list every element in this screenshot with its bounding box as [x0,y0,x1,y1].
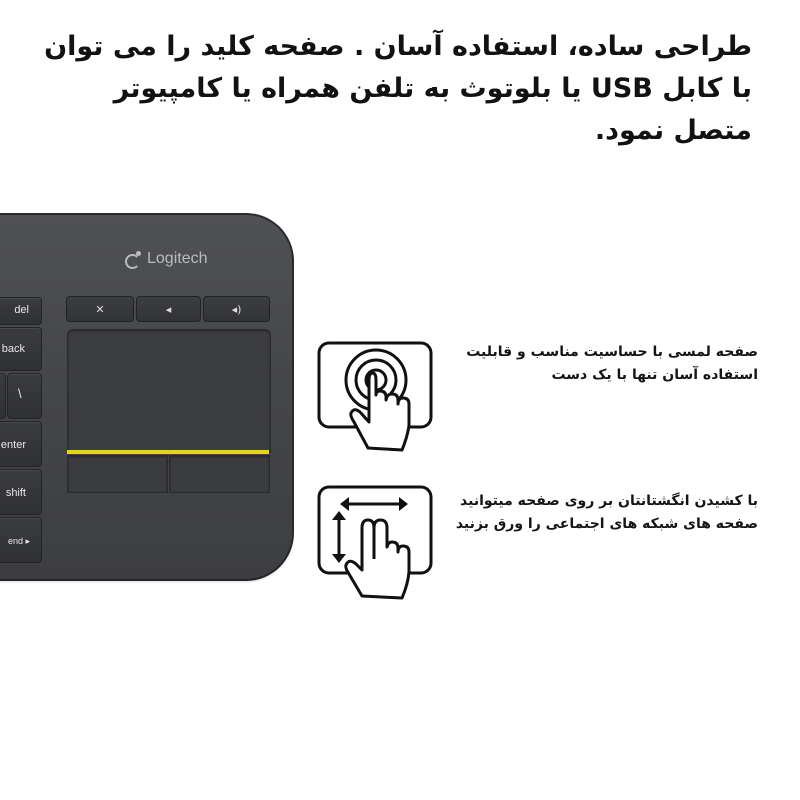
feature-text-touch: صفحه لمسی با حساسیت مناسب و قابلیت استفاده آسان تنها با یک دست [466,344,758,383]
key-backslash-label: \ [18,386,22,401]
volume-down-icon: ◂ [165,302,172,316]
volume-up-icon: ◂) [231,302,242,316]
headline: طراحی ساده، استفاده آسان . صفحه کلید را می توان با کابل USB یا بلوتوث به تلفن همراه یا کامپیوتر متصل نمود. [44,31,752,146]
two-finger-swipe-icon [316,484,434,602]
key-backspace [0,327,42,371]
touchpad-accent-line [67,450,269,454]
key-shift-label: shift [5,487,26,499]
mute-icon: ✕ [95,302,105,316]
key-shift [0,469,42,515]
mute-key [66,296,134,322]
key-del-label: del [14,304,29,316]
feature-text-swipe: با کشیدن انگشتانتان بر روی صفحه میتوانید صفحه های شبکه های اجتماعی را ورق بزنید [455,493,758,532]
touch-tap-icon [316,340,434,458]
key-end [0,517,42,563]
key-enter [0,421,42,467]
brand-name: Logitech [147,250,208,267]
key-bracket [0,373,6,419]
touchpad-left-button [67,455,168,493]
volume-down-key [136,296,201,322]
brand-label [124,250,208,268]
touchpad-right-button [169,455,270,493]
key-enter-label: enter [0,439,26,451]
key-backspace-label: back [1,343,25,355]
touchpad [67,329,271,453]
logitech-logo-icon [124,250,142,268]
volume-up-key [203,296,270,322]
key-backslash [7,373,42,419]
key-del [0,297,42,325]
key-end-label: end ▸ [7,536,30,546]
